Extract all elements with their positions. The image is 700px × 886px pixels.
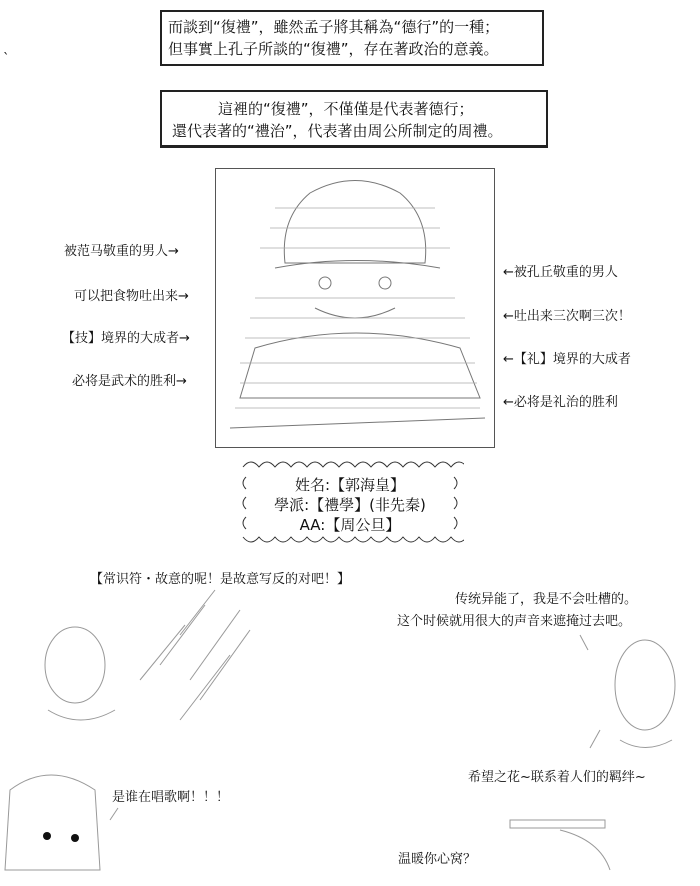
info-aa: AA:【周公旦】 — [299, 516, 401, 534]
bottom-sketch-art — [0, 580, 700, 886]
right-label-1: ←被孔丘敬重的男人 — [503, 265, 618, 280]
left-character-head — [45, 627, 105, 703]
left-label-1: 被范马敬重的男人→ — [64, 244, 179, 259]
top-box-line-1: 而談到“復禮”，雖然孟子將其稱為“德行”的一種； — [168, 18, 500, 36]
portrait-right-eye — [379, 277, 391, 289]
middle-box-line-2: 還代表著的“禮治”，代表著由周公所制定的周禮。 — [172, 122, 503, 140]
ascii-portrait-art — [215, 168, 495, 448]
left-label-3: 【技】境界的大成者→ — [62, 331, 190, 346]
right-character-head — [615, 640, 675, 730]
portrait-brow — [275, 261, 440, 269]
info-school: 學派:【禮學】(非先秦) — [274, 496, 426, 514]
warm-heart-text: 温暖你心窝？ — [398, 852, 477, 867]
left-label-4: 必将是武术的胜利→ — [72, 374, 187, 389]
character-eye-left — [43, 832, 51, 840]
speech-right-1: 传统异能了，我是不会吐槽的。 — [455, 592, 638, 607]
portrait-shoulders — [240, 333, 480, 398]
left-label-2: 可以把食物吐出来→ — [74, 289, 189, 304]
right-label-3: ←【礼】境界的大成者 — [503, 352, 631, 367]
speed-line — [180, 590, 215, 635]
portrait-base-line — [230, 418, 485, 428]
portrait-mouth — [315, 308, 395, 318]
info-name: 姓名:【郭海皇】 — [294, 476, 406, 494]
hope-flower-text: 希望之花~联系着人们的羁绊~ — [468, 770, 646, 785]
middle-box-line-1: 這裡的“復禮”，不僅僅是代表著德行； — [218, 100, 474, 118]
right-label-2: ←吐出来三次啊三次！ — [503, 309, 631, 324]
who-singing-text: 是谁在唱歌啊！！！ — [112, 790, 230, 805]
top-box-line-2: 但事實上孔子所談的“復禮”，存在著政治的意義。 — [168, 40, 499, 58]
corner-mark: ` — [3, 52, 10, 67]
portrait-left-eye — [319, 277, 331, 289]
portrait-hair-shape — [284, 181, 425, 264]
note-left: 【常识符・故意的呢！是故意写反的对吧！】 — [90, 572, 351, 587]
bottom-right-object — [510, 820, 605, 828]
right-label-4: ←必将是礼治的胜利 — [503, 395, 618, 410]
speech-right-2: 这个时候就用很大的声音来遮掩过去吧。 — [397, 614, 632, 629]
bottom-left-character — [5, 775, 100, 870]
character-eye-right — [71, 834, 79, 842]
